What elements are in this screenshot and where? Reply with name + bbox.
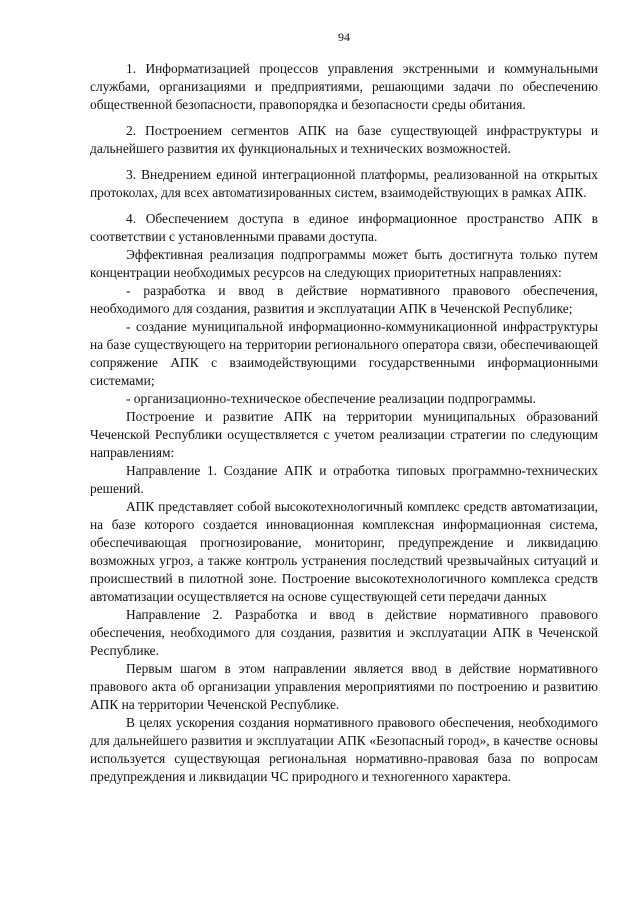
paragraph-text: Направление 1. Создание АПК и отработка типовых программно-технических решений. — [90, 463, 598, 496]
paragraph-text: Направление 2. Разработка и ввод в действие нормативного правового обеспечения, необходимого для создания, развития и эксплуатации АПК в Чеченской Республике. — [90, 607, 598, 658]
paragraph-text: Эффективная реализация подпрограммы может быть достигнута только путем концентрации необходимых ресурсов на следующих приоритетных направлениях: — [90, 247, 598, 280]
paragraph-number: 4. — [126, 211, 137, 226]
list-item-text: - создание муниципальной информационно-коммуникационной инфраструктуры на базе существующего на территории регионального оператора связи, обеспечивающей сопряжение АПК с взаимодействующими государственными информационными системами; — [90, 319, 598, 388]
list-item-2 — [90, 318, 598, 390]
paragraph-4 — [90, 210, 598, 246]
paragraph-1 — [90, 60, 598, 114]
paragraph-text: Первым шагом в этом направлении является ввод в действие нормативного правового акта об организации управления мероприятиями по построению и развитию АПК на территории Чеченской Республике. — [90, 661, 598, 712]
document-body — [90, 60, 598, 786]
paragraph-text: Построением сегментов АПК на базе существующей инфраструктуры и дальнейшего развития их функциональных и технических возможностей. — [90, 123, 598, 156]
paragraph-number: 1. — [126, 61, 137, 76]
list-item-1 — [90, 282, 598, 318]
paragraph-text: Обеспечением доступа в единое информационное пространство АПК в соответствии с установленными правами доступа. — [90, 211, 598, 244]
list-item-text: - организационно-техническое обеспечение реализации подпрограммы. — [126, 391, 536, 406]
document-page — [90, 0, 598, 905]
paragraph-7 — [90, 462, 598, 498]
paragraph-text: Построение и развитие АПК на территории муниципальных образований Чеченской Республики осуществляется с учетом реализации стратегии по следующим направлениям: — [90, 409, 598, 460]
paragraph-5 — [90, 246, 598, 282]
paragraph-11 — [90, 714, 598, 786]
paragraph-6 — [90, 408, 598, 462]
paragraph-3 — [90, 166, 598, 202]
list-item-text: - разработка и ввод в действие нормативного правового обеспечения, необходимого для создания, развития и эксплуатации АПК в Чеченской Республике; — [90, 283, 598, 316]
paragraph-text: Внедрением единой интеграционной платформы, реализованной на открытых протоколах, для всех автоматизированных систем, взаимодействующих в рамках АПК. — [90, 167, 598, 200]
paragraph-number: 2. — [126, 123, 137, 138]
paragraph-2 — [90, 122, 598, 158]
paragraph-8 — [90, 498, 598, 606]
paragraph-text: В целях ускорения создания нормативного правового обеспечения, необходимого для дальнейшего развития и эксплуатации АПК «Безопасный город», в качестве основы используется существующая региональная нормативно-правовая база по вопросам предупреждения и ликвидации ЧС природного и техногенного характера. — [90, 715, 598, 784]
paragraph-number: 3. — [126, 167, 137, 182]
paragraph-text: АПК представляет собой высокотехнологичный комплекс средств автоматизации, на базе которого создается инновационная комплексная информационная система, обеспечивающая прогнозирование, мониторинг, предупреждение и ликвидацию возможных угроз, а также контроль устранения последствий чрезвычайных ситуаций и происшествий в пилотной зоне. Построение высокотехнологичного комплекса средств автоматизации осуществляется на основе существующей сети передачи данных — [90, 499, 598, 604]
list-item-3 — [90, 390, 598, 408]
paragraph-text: Информатизацией процессов управления экстренными и коммунальными службами, организациями и предприятиями, решающими задачи по обеспечению общественной безопасности, правопорядка и безопасности среды обитания. — [90, 61, 598, 112]
paragraph-10 — [90, 660, 598, 714]
paragraph-9 — [90, 606, 598, 660]
page-number: 94 — [338, 30, 350, 44]
